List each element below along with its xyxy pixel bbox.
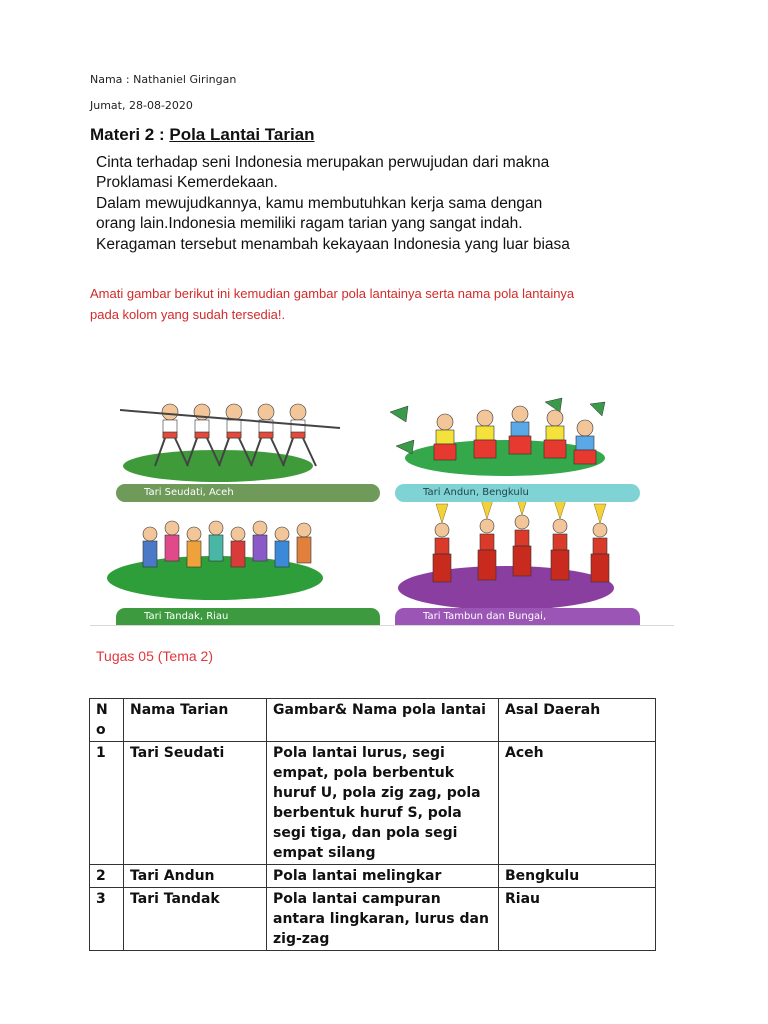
instruction-line: Amati gambar berikut ini kemudian gambar pola lantainya serta nama pola lantainya [90,286,575,301]
dance-andun-figures [390,398,605,476]
cell-no: 1 [90,742,124,865]
intro-line: Dalam mewujudkannya, kamu membutuhkan kerja sama dengan [96,194,543,212]
header-pola-lantai: Gambar& Nama pola lantai [267,699,499,742]
title-main: Pola Lantai Tarian [169,125,315,144]
dance-tandak-figures [107,521,323,600]
divider-line [90,625,674,626]
dance-illustration [90,388,675,626]
table-row [90,888,656,951]
header-asal-daerah: Asal Daerah [499,699,656,742]
intro-line: Proklamasi Kemerdekaan. [96,174,278,192]
cell-asal: Bengkulu [499,865,656,888]
cell-pola: Pola lantai campuran antara lingkaran, lurus dan zig-zag [267,888,499,951]
instruction-line: pada kolom yang sudah tersedia!. [90,307,286,322]
title-prefix: Materi 2 : [90,125,170,144]
table-row [90,865,656,888]
cell-pola: Pola lantai lurus, segi empat, pola berbentuk huruf U, pola zig zag, pola berbentuk huruf S, pola segi tiga, dan pola segi empat silang [267,742,499,865]
cell-name: Tari Seudati [124,742,267,865]
cell-name: Tari Andun [124,865,267,888]
cell-asal: Riau [499,888,656,951]
cell-pola: Pola lantai melingkar [267,865,499,888]
cell-asal: Aceh [499,742,656,865]
student-name: Nama : Nathaniel Giringan [90,73,237,86]
instruction-text [90,283,574,325]
dance-label-seudati: Tari Seudati, Aceh [116,484,380,502]
dance-label-andun: Tari Andun, Bengkulu [395,484,640,502]
dance-label-tambun: Tari Tambun dan Bungai, [395,608,640,626]
dance-illustration-svg [90,388,675,626]
page-title [90,125,315,145]
table-row [90,742,656,865]
date-line: Jumat, 28-08-2020 [90,99,193,112]
cell-no: 3 [90,888,124,951]
intro-line: Keragaman tersebut menambah kekayaan Indonesia yang luar biasa [96,235,570,253]
header-no: No [90,699,124,742]
dance-label-tandak: Tari Tandak, Riau [116,608,380,626]
cell-no: 2 [90,865,124,888]
dance-tambun-figures [398,496,614,610]
intro-line: orang lain.Indonesia memiliki ragam tarian yang sangat indah. [96,215,523,233]
intro-line: Cinta terhadap seni Indonesia merupakan perwujudan dari makna [96,154,550,171]
table-header-row [90,699,656,742]
tugas-label: Tugas 05 (Tema 2) [96,648,213,664]
header-nama-tarian: Nama Tarian [124,699,267,742]
cell-name: Tari Tandak [124,888,267,951]
dance-table [89,698,656,951]
dance-seudati-figures [120,404,340,482]
intro-paragraph [96,153,696,255]
